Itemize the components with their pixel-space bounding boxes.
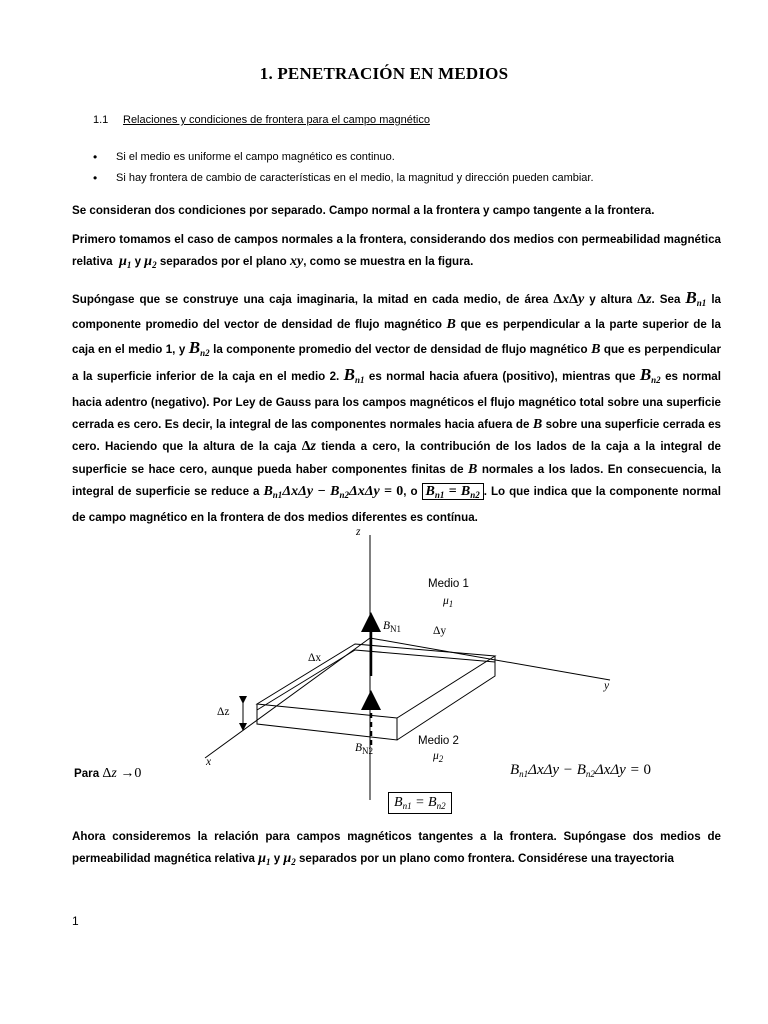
bullet-item: • Si el medio es uniforme el campo magnético es continuo.: [93, 150, 594, 171]
math-boxed-result: $B_{n1} = B_{n2}$: [422, 483, 484, 500]
math-mu1: $\mu_1$: [258, 850, 271, 867]
dy-label: Δy: [433, 625, 447, 637]
math-bn1: $B_{n1}$: [343, 365, 365, 386]
dx-label: Δx: [308, 652, 322, 664]
p3-text: tienda a cero, la contribución de los lados de la caja a la integral de superficie se hace cero, aunque pueda haber componentes finitas de: [72, 440, 721, 476]
bn2-letter: B: [355, 742, 363, 754]
mu1-label: $\mu_1$: [443, 595, 454, 609]
bn1-letter: B: [383, 620, 391, 632]
p3-text: es normal hacia adentro (negativo). Por Ley de Gauss para los campos magnéticos el flujo magnético total sobre una superficie cerrada es cero. Es decir, la integral de las componentes normales hacia afuera de: [72, 370, 721, 432]
box-top-face: [257, 644, 495, 718]
math-b: B: [468, 461, 478, 477]
box-left-edge: [257, 650, 355, 710]
p3-text: la componente promedio del vector de densidad de flujo magnético: [213, 342, 588, 356]
math-mu1: $\mu_1$: [119, 253, 132, 270]
math-integral: $B_{n1}\Delta x\Delta y - B_{n2}\Delta x\Delta y = 0$: [263, 484, 404, 501]
section-title: 1. PENETRACIÓN EN MEDIOS: [259, 64, 509, 83]
equation-boxed: $B_{n1} = B_{n2}$: [388, 792, 452, 814]
p3-text: normales a los lados. En consecuencia, la integral de superficie se reduce a: [72, 462, 721, 499]
bn2-sub: N2: [362, 746, 374, 756]
p3-text: la componente promedio del vector de densidad de flujo magnético: [72, 293, 721, 332]
p4-text: Ahora consideremos la relación para campos magnéticos tangentes a la frontera. Supóngase dos medios de permeabilidad magnética relativa: [72, 830, 721, 865]
para-label-text: Para: [74, 767, 100, 780]
p3-text: que es perpendicular a la parte superior de la caja en el medio 1, y: [72, 318, 721, 356]
page-number: 1: [72, 914, 79, 928]
p4-text-c: separados por un plano como frontera. Considérese una trayectoria: [298, 851, 674, 865]
math-dz-limit: Δz →0: [102, 766, 142, 781]
math-area: ΔxΔy: [553, 292, 585, 307]
paragraph-4: [72, 826, 721, 873]
medio-1-label: Medio 1: [428, 578, 469, 590]
math-b: B: [591, 341, 601, 357]
subsection-text: Relaciones y condiciones de frontera para el campo magnético: [123, 114, 430, 126]
p3-text: que es perpendicular a la superficie inferior de la caja en el medio 2.: [72, 342, 721, 384]
bn2-label: [355, 742, 373, 756]
p4-text-b: y: [273, 851, 281, 865]
math-mu2: $\mu_2$: [144, 253, 157, 270]
mu2-label: $\mu_2$: [433, 750, 444, 764]
p3-text: sobre una superficie cerrada es cero. Haciendo que la altura de la caja: [72, 418, 721, 454]
math-bn1: $B_{n1}$: [685, 288, 707, 308]
box-front-face: [257, 704, 397, 740]
subsection-number: 1.1: [93, 114, 109, 126]
bn1-label: [383, 620, 401, 634]
axis-y-label: y: [604, 680, 610, 692]
p3-text: . Sea: [651, 293, 681, 306]
p2-text-b: y: [134, 254, 142, 268]
math-dz: Δz: [637, 292, 652, 307]
math-b: B: [446, 317, 456, 333]
p3-text: Supóngase que se construye una caja imaginaria, la mitad en cada medio, de área: [72, 293, 549, 306]
math-dz: Δz: [301, 439, 316, 455]
p3-text: y altura: [589, 293, 633, 306]
equation-right: $B_{n1}\Delta x\Delta y - B_{n2}\Delta x\Delta y = 0$: [510, 762, 651, 779]
math-xy: xy: [289, 253, 304, 269]
para-label: [74, 766, 141, 782]
math-bn2: $B_{n2}$: [639, 365, 661, 386]
math-mu2: $\mu_2$: [283, 850, 296, 867]
box-side-face: [397, 656, 495, 740]
dz-label: Δz: [217, 706, 230, 718]
medio-2-label: Medio 2: [418, 735, 459, 747]
bullet-item: • Si hay frontera de cambio de características en el medio, la magnitud y dirección pueden cambiar.: [93, 171, 594, 192]
p3-text: , o: [403, 485, 418, 499]
p3-text: es normal hacia afuera (positivo), mientras que: [368, 370, 636, 384]
p3-text: . Lo que indica que la componente normal de campo magnético en la frontera de dos medios diferentes es contínua.: [72, 485, 721, 524]
bn1-sub: N1: [390, 624, 402, 634]
paragraph-1-text: Se consideran dos condiciones por separado. Campo normal a la frontera y campo tangente a la frontera.: [72, 204, 655, 217]
p2-text-c: separados por el plano: [159, 254, 287, 268]
math-b: B: [532, 417, 543, 433]
p2-text-a: Primero tomamos el caso de campos normales a la frontera, considerando dos medios con permeabilidad magnética relativa: [72, 233, 721, 268]
axis-z-label: z: [356, 526, 361, 538]
p2-text-d: , como se muestra en la figura.: [303, 254, 474, 268]
math-bn2: $B_{n2}$: [188, 337, 210, 358]
axis-x-label: x: [206, 756, 212, 768]
